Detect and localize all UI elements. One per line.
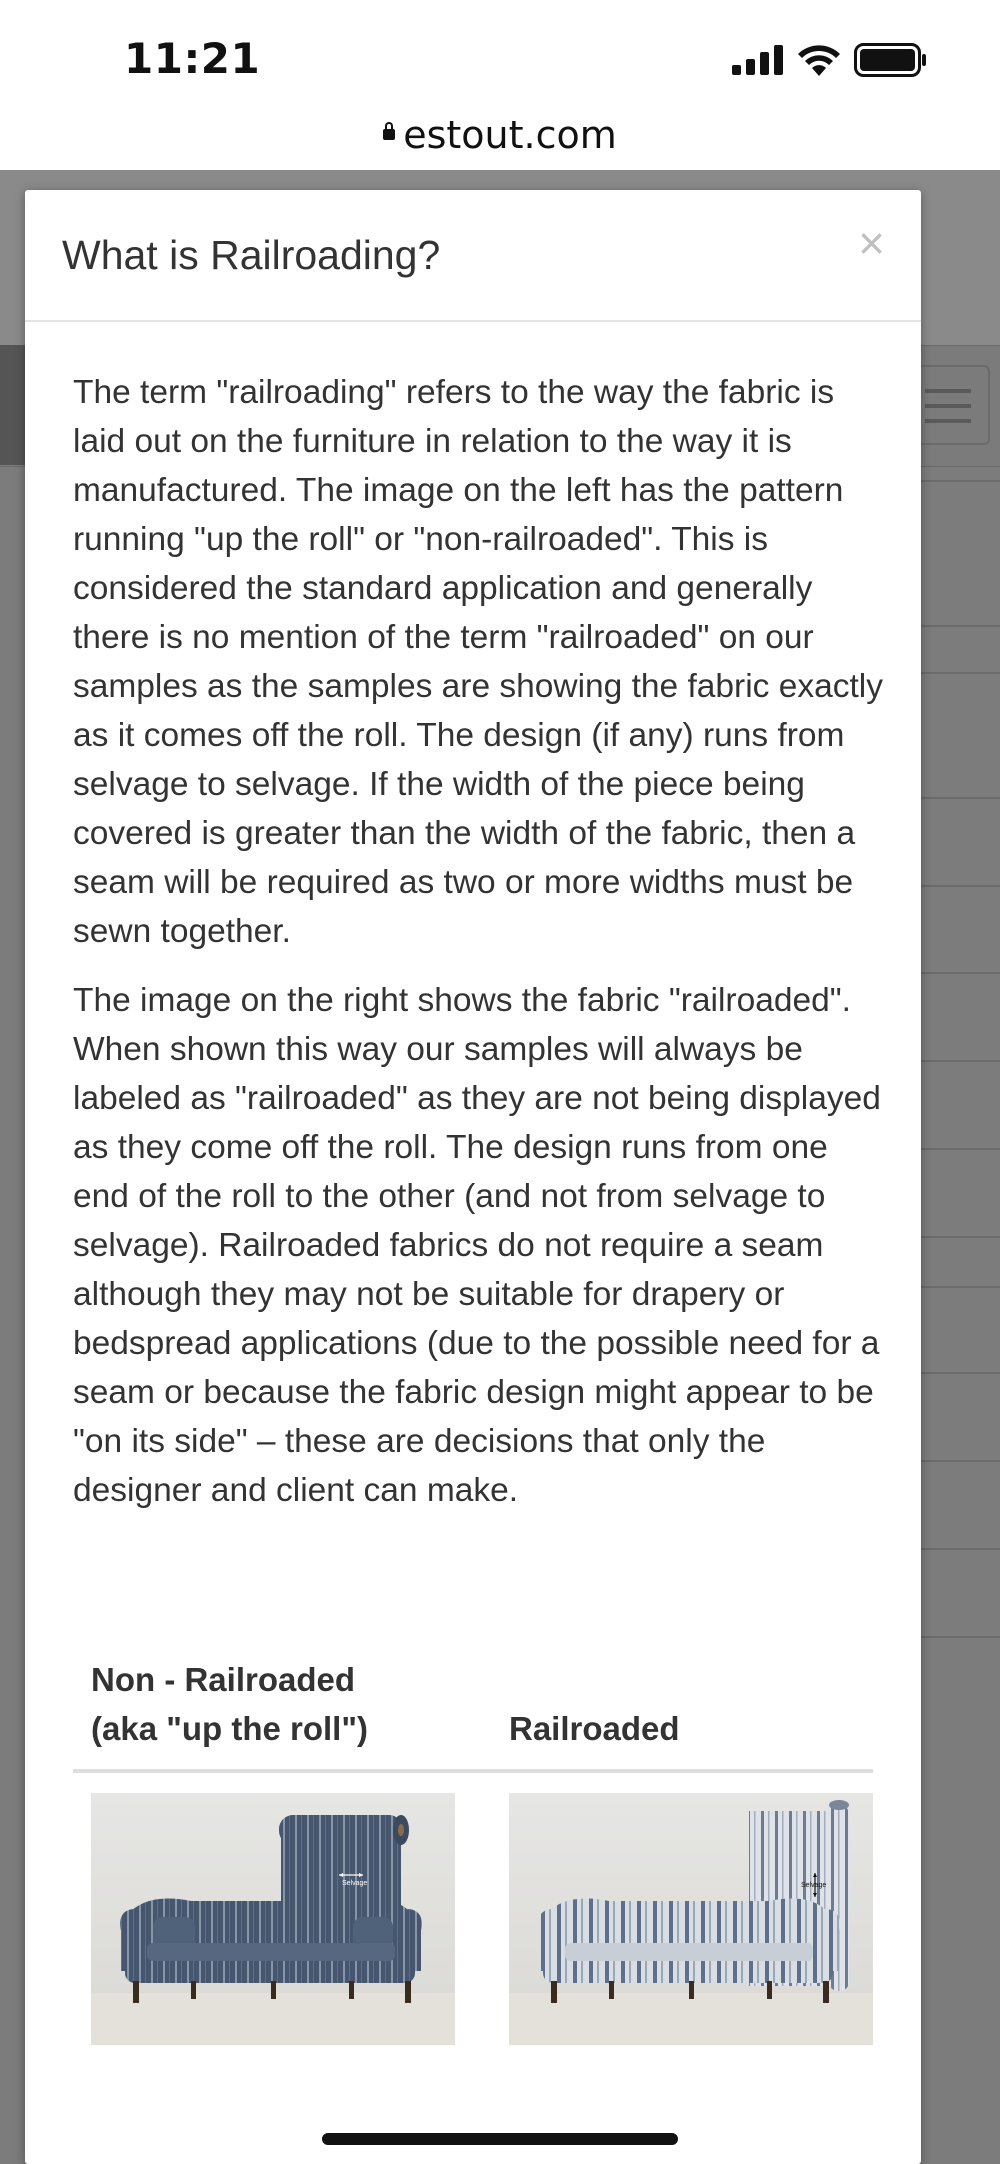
- battery-icon: [854, 43, 928, 77]
- background-divider: [920, 672, 1000, 674]
- table-header-row: [73, 1655, 873, 1771]
- header-railroaded: Railroaded: [491, 1655, 873, 1771]
- background-divider: [920, 1060, 1000, 1062]
- signal-icon: [732, 45, 784, 75]
- background-divider: [920, 797, 1000, 799]
- lock-icon: [383, 128, 395, 142]
- railroading-modal: [25, 190, 921, 2164]
- comparison-table: [73, 1655, 873, 2045]
- background-divider: [920, 885, 1000, 887]
- background-divider: [920, 1148, 1000, 1150]
- status-icons: [732, 40, 928, 80]
- home-indicator[interactable]: [322, 2133, 678, 2145]
- header-non-railroaded-line1: Non - Railroaded: [91, 1661, 356, 1698]
- modal-header: [25, 190, 921, 322]
- background-divider: [920, 972, 1000, 974]
- cell-non-railroaded-image: [73, 1771, 491, 2045]
- background-divider: [920, 1636, 1000, 1638]
- modal-title: What is Railroading?: [62, 232, 441, 278]
- paragraph-railroaded: The image on the right shows the fabric "railroaded". When shown this way our samples will always be labeled as "railroaded" as they are not being displayed as they come off the roll. The design runs from one end of the roll to the other (and not from selvage to selvage). Railroaded fabrics do not require a seam although they may not be suitable for drapery or bedspread applications (due to the possible need for a seam or because the fabric design might appear to be "on its side" – these are decisions that only the designer and client can make.: [73, 982, 881, 1509]
- wifi-icon: [796, 43, 842, 77]
- railroaded-sofa-image: [509, 1793, 873, 2045]
- close-icon[interactable]: ×: [858, 217, 885, 269]
- table-row: [73, 1771, 873, 2045]
- address-bar[interactable]: [0, 100, 1000, 170]
- selvage-label-right: Selvage: [801, 1882, 827, 1889]
- header-non-railroaded: [73, 1655, 491, 1771]
- background-divider: [920, 1236, 1000, 1238]
- background-divider: [920, 625, 1000, 627]
- background-divider: [920, 1460, 1000, 1462]
- status-bar: [0, 0, 1000, 115]
- paragraph-non-railroaded: The term "railroading" refers to the way the fabric is laid out on the furniture in relation to the way it is manufactured. The image on the left has the pattern running "up the roll" or "non-railroaded". This is considered the standard application and generally there is no mention of the term "railroaded" on our samples as the samples are showing the fabric exactly as it comes off the roll. The design (if any) runs from selvage to selvage. If the width of the piece being covered is greater than the width of the fabric, then a seam will be required as two or more widths must be sewn together.: [73, 374, 883, 950]
- header-non-railroaded-line2: (aka "up the roll"): [91, 1710, 368, 1747]
- modal-body: [73, 368, 883, 1535]
- status-time: 11:21: [124, 34, 261, 83]
- background-divider: [920, 480, 1000, 482]
- background-divider: [920, 1372, 1000, 1374]
- url-display[interactable]: [383, 113, 617, 157]
- background-divider: [920, 1286, 1000, 1288]
- non-railroaded-sofa-image: [91, 1793, 455, 2045]
- background-edge: [0, 345, 25, 465]
- url-text: estout.com: [403, 113, 617, 157]
- cell-railroaded-image: [491, 1771, 873, 2045]
- selvage-label-left: Selvage: [342, 1880, 368, 1887]
- background-divider: [920, 1548, 1000, 1550]
